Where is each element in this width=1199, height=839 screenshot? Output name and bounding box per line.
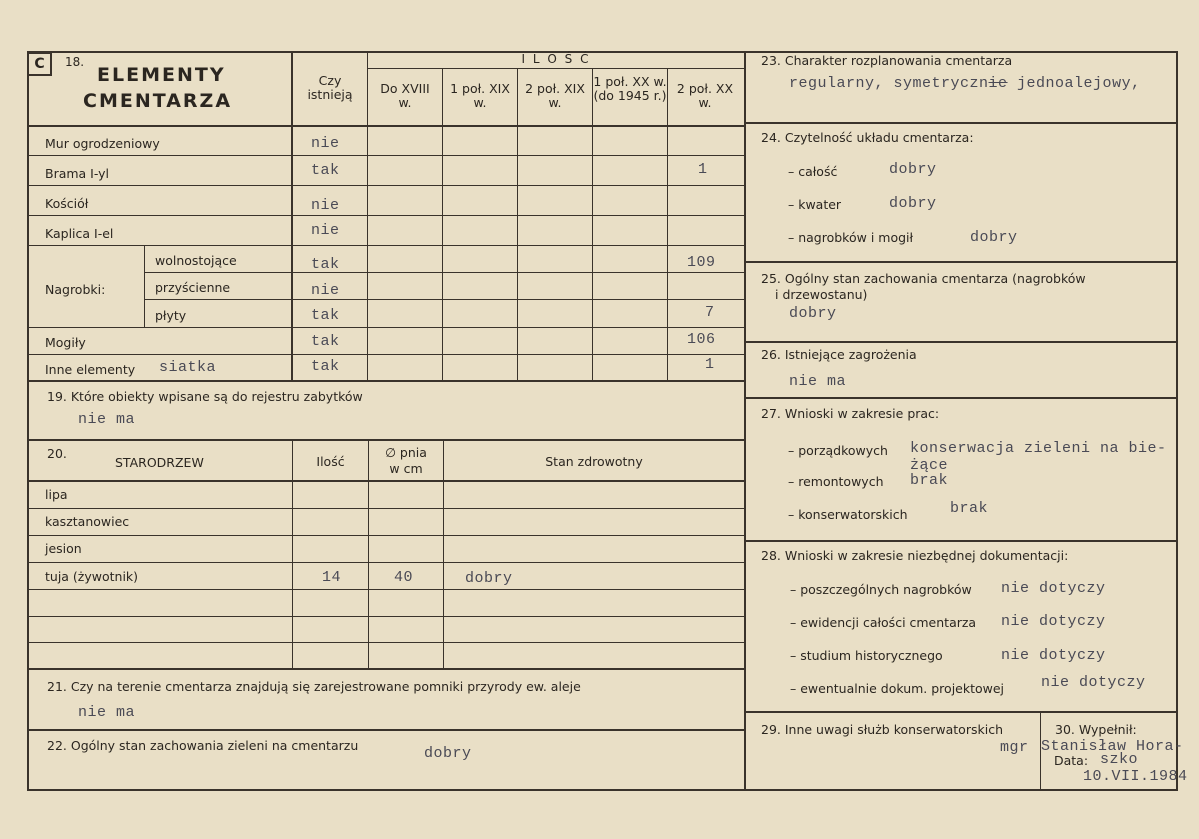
row-qty-mogily: 106 — [687, 331, 716, 348]
q27-label: 27. Wnioski w zakresie prac: — [761, 406, 940, 421]
q27-konserwatorskich-label: – konserwatorskich — [788, 507, 908, 522]
q21-value: nie ma — [78, 704, 136, 721]
row-exists-kaplica: nie — [311, 222, 340, 239]
section-letter-box: C — [27, 52, 52, 76]
row-value-inne: siatka — [159, 359, 217, 376]
row-exists-plyty: tak — [311, 307, 340, 324]
q30-label: 30. Wypełnił: — [1055, 722, 1137, 737]
q23-value-main: regularny, symetryczn — [789, 75, 989, 92]
q24-nagrobkow-value: dobry — [970, 229, 1018, 246]
q28-item-1-label: – poszczególnych nagrobków — [790, 582, 972, 597]
tree-diameter-tuja: 40 — [394, 569, 414, 586]
q20-col-stan: Stan zdrowotny — [545, 454, 643, 469]
col-czy-istnieja: Czy istnieją — [307, 73, 353, 102]
row-qty-wolnostojace: 109 — [687, 254, 716, 271]
q20-number: 20. — [47, 446, 67, 461]
q27-remontowych-value: brak — [910, 472, 949, 489]
row-exists-brama: tak — [311, 162, 340, 179]
tree-name-jesion: jesion — [45, 541, 82, 556]
q28-item-2-value: nie dotyczy — [1001, 613, 1106, 630]
row-label-plyty: płyty — [155, 308, 187, 323]
q23-label: 23. Charakter rozplanowania cmentarza — [761, 53, 1013, 68]
row-exists-inne: tak — [311, 358, 340, 375]
q19-value: nie ma — [78, 411, 136, 428]
row-qty-inne: 1 — [705, 356, 715, 373]
section-title-line1: ELEMENTY — [97, 64, 226, 86]
q25-value: dobry — [789, 305, 837, 322]
row-label-przyscienne: przyścienne — [155, 280, 231, 295]
row-exists-mur: nie — [311, 135, 340, 152]
q28-item-4-label: – ewentualnie dokum. projektowej — [790, 681, 1005, 696]
q24-label: 24. Czytelność układu cmentarza: — [761, 130, 974, 145]
tree-name-lipa: lipa — [45, 487, 68, 502]
q24-calosc-value: dobry — [889, 161, 937, 178]
section-title-line2: CMENTARZA — [83, 90, 233, 112]
row-exists-mogily: tak — [311, 333, 340, 350]
col-period-5: 2 poł. XX w. — [676, 81, 734, 110]
section-number: 18. — [65, 55, 85, 69]
row-qty-brama: 1 — [698, 161, 708, 178]
q20-col-ilosc: Ilość — [316, 454, 345, 469]
q27-porzadkowych-value-line2: żące — [910, 457, 949, 474]
q27-porzadkowych-label: – porządkowych — [788, 443, 888, 458]
row-label-kosciol: Kościół — [45, 196, 89, 211]
row-exists-wolnostojace: tak — [311, 256, 340, 273]
q24-kwater-value: dobry — [889, 195, 937, 212]
col-period-3: 2 poł. XIX w. — [525, 81, 585, 110]
q26-label: 26. Istniejące zagrożenia — [761, 347, 917, 362]
col-period-4: 1 poł. XX w. (do 1945 r.) — [593, 74, 667, 103]
q30-date: 10.VII.1984 — [1083, 768, 1188, 785]
q20-title: STARODRZEW — [115, 455, 204, 470]
q30-name-line1: Stanisław Hora- — [1041, 738, 1184, 755]
col-period-1: Do XVIII w. — [380, 81, 430, 110]
row-label-kaplica: Kaplica I-el — [45, 226, 114, 241]
q27-konserwatorskich-value: brak — [950, 500, 989, 517]
q24-kwater-label: – kwater — [788, 197, 842, 212]
q24-calosc-label: – całość — [788, 164, 838, 179]
q27-porzadkowych-value: konserwacja zieleni na bie- — [910, 440, 1167, 457]
q23-value-strike: ie — [988, 75, 1008, 92]
q30-date-label: Data: — [1054, 753, 1089, 768]
tree-state-tuja: dobry — [465, 570, 513, 587]
q20-col-pnia: ∅ pnia — [385, 445, 427, 460]
q28-item-2-label: – ewidencji całości cmentarza — [790, 615, 977, 630]
col-period-2: 1 poł. XIX w. — [450, 81, 510, 110]
q27-remontowych-label: – remontowych — [788, 474, 884, 489]
row-label-inne: Inne elementy — [45, 362, 136, 377]
q28-label: 28. Wnioski w zakresie niezbędnej dokumentacji: — [761, 548, 1069, 563]
q19-label: 19. Które obiekty wpisane są do rejestru zabytków — [47, 389, 363, 404]
row-qty-plyty: 7 — [705, 304, 715, 321]
q23-value — [789, 75, 1141, 92]
row-label-mogily: Mogiły — [45, 335, 86, 350]
q28-item-4-value: nie dotyczy — [1041, 674, 1146, 691]
q25-label-line1: 25. Ogólny stan zachowania cmentarza (nagrobków — [761, 271, 1086, 286]
row-exists-kosciol: nie — [311, 197, 340, 214]
q20-col-pnia-unit: w cm — [389, 461, 423, 476]
q22-value: dobry — [424, 745, 472, 762]
q25-label-line2: i drzewostanu) — [775, 287, 868, 302]
row-label-wolnostojace: wolnostojące — [155, 253, 237, 268]
tree-name-tuja: tuja (żywotnik) — [45, 569, 139, 584]
q30-name-line2: szko — [1100, 751, 1139, 768]
q28-item-3-label: – studium historycznego — [790, 648, 943, 663]
tree-name-kasztanowiec: kasztanowiec — [45, 514, 130, 529]
row-label-nagrobki: Nagrobki: — [45, 282, 106, 297]
tree-count-tuja: 14 — [322, 569, 342, 586]
q22-label: 22. Ogólny stan zachowania zieleni na cmentarzu — [47, 738, 359, 753]
row-label-brama: Brama I-yl — [45, 166, 110, 181]
q28-item-1-value: nie dotyczy — [1001, 580, 1106, 597]
q26-value: nie ma — [789, 373, 847, 390]
col-ilosc-header: I L O Ś Ć — [521, 52, 591, 66]
row-label-mur: Mur ogrodzeniowy — [45, 136, 160, 151]
q24-nagrobkow-label: – nagrobków i mogił — [788, 230, 914, 245]
q30-title: mgr — [1000, 739, 1029, 756]
q28-item-3-value: nie dotyczy — [1001, 647, 1106, 664]
row-exists-przyscienne: nie — [311, 282, 340, 299]
q29-label: 29. Inne uwagi służb konserwatorskich — [761, 722, 1003, 737]
q23-value-tail: jednoalejowy, — [1007, 75, 1141, 92]
q21-label: 21. Czy na terenie cmentarza znajdują się zarejestrowane pomniki przyrody ew. aleje — [47, 679, 581, 694]
